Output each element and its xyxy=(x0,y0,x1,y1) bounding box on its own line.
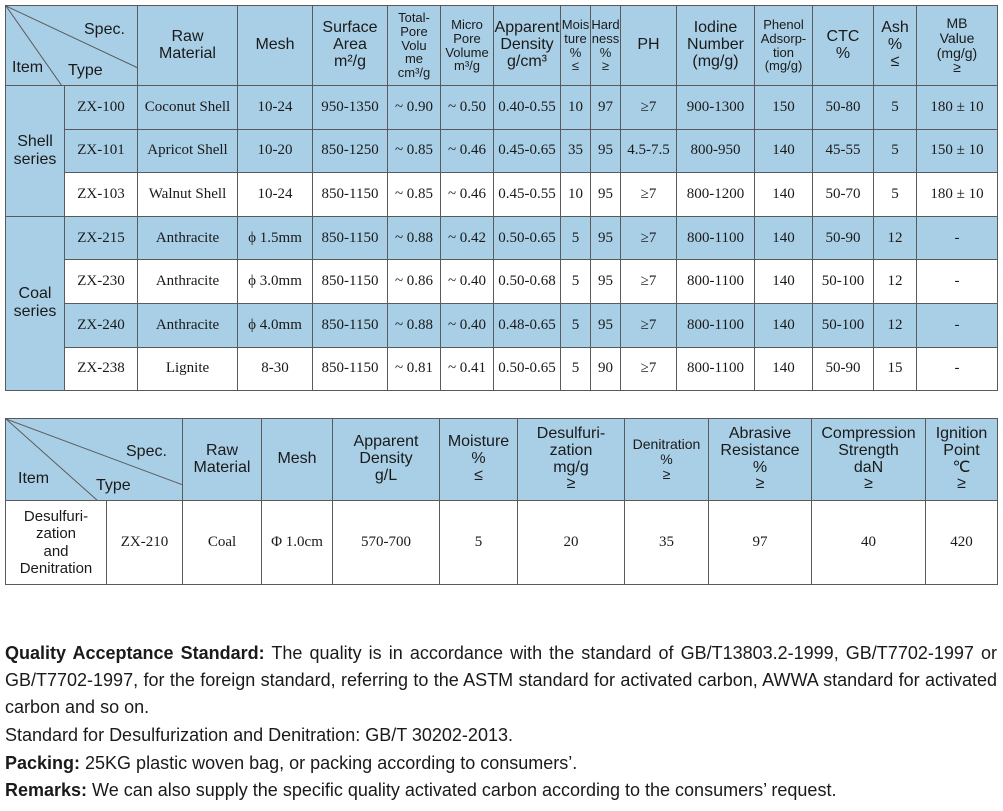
column-header-line: g/cm³ xyxy=(507,52,547,70)
table-cell: Apricot Shell xyxy=(138,129,238,173)
column-header xyxy=(874,6,917,86)
column-header-line: Mois xyxy=(561,17,590,33)
table-cell: 850-1150 xyxy=(313,216,388,260)
table-cell: 5 xyxy=(874,173,917,217)
column-header-line: ≥ xyxy=(566,475,576,493)
column-header-line: Hard xyxy=(591,17,620,33)
table-cell: 800-1200 xyxy=(677,173,755,217)
table-cell: 850-1150 xyxy=(313,303,388,347)
table-cell: 12 xyxy=(874,216,917,260)
packing-label: Packing: xyxy=(5,753,81,773)
table-cell: 5 xyxy=(440,501,518,585)
table-cell: 180 ± 10 xyxy=(917,86,998,130)
table-cell: Anthracite xyxy=(138,216,238,260)
table-cell: ≥7 xyxy=(621,86,677,130)
table-cell: 800-950 xyxy=(677,129,755,173)
corner-spec-label: Spec. xyxy=(84,21,125,38)
table-cell: 95 xyxy=(591,129,621,173)
column-header xyxy=(677,6,755,86)
column-header-line: % xyxy=(569,44,582,60)
table-cell: 800-1100 xyxy=(677,347,755,391)
table-cell: ZX-103 xyxy=(65,173,138,217)
table-row xyxy=(6,86,998,130)
table-cell: ~ 0.46 xyxy=(441,173,494,217)
series-group-cell xyxy=(6,86,65,217)
table-cell: 140 xyxy=(755,260,813,304)
column-header-line: ≤ xyxy=(474,466,483,484)
column-header xyxy=(917,6,998,86)
column-header-line: Value xyxy=(939,29,975,46)
table-cell: ZX-238 xyxy=(65,347,138,391)
column-header-line: Compression xyxy=(821,424,916,442)
column-header-line: Apparent xyxy=(353,433,419,451)
column-header-line: Phenol xyxy=(763,17,804,33)
column-header-line: Surface xyxy=(322,19,378,37)
table-cell: ZX-215 xyxy=(65,216,138,260)
denitration-standard-line: Standard for Desulfurization and Denitration: GB/T 30202-2013. xyxy=(5,725,513,745)
table-cell: 5 xyxy=(874,129,917,173)
table-cell: 5 xyxy=(561,260,591,304)
table-cell: Lignite xyxy=(138,347,238,391)
column-header xyxy=(238,6,313,86)
table-cell: 12 xyxy=(874,303,917,347)
column-header-line: (mg/g) xyxy=(692,52,739,70)
series-label-line: Shell xyxy=(17,132,53,150)
table-cell: ~ 0.88 xyxy=(388,216,441,260)
column-header xyxy=(183,419,262,501)
table-cell: 5 xyxy=(561,216,591,260)
table-cell: 850-1150 xyxy=(313,173,388,217)
column-header-line: (mg/g) xyxy=(936,44,978,61)
table-header-row xyxy=(6,6,998,86)
table-cell: ~ 0.46 xyxy=(441,129,494,173)
table-cell: 50-90 xyxy=(813,216,874,260)
table-cell: 800-1100 xyxy=(677,260,755,304)
table-cell: 95 xyxy=(591,173,621,217)
table-cell: 0.48-0.65 xyxy=(494,303,561,347)
column-header-line: Pore xyxy=(453,30,481,46)
column-header-line: ℃ xyxy=(952,458,971,476)
column-header xyxy=(591,6,621,86)
header-corner-cell xyxy=(6,6,138,86)
column-header-line: Raw xyxy=(205,441,238,459)
quality-text: The quality is in accordance with the standard of GB/T13803.2-1999, GB/T7702-1997 or GB/T7702-1997, for the foreign standard, referring to the ASTM standard for activated carbon, AWWA standard for activated carbon and so on. xyxy=(5,643,997,717)
column-header-line: Volu xyxy=(401,37,427,53)
packing-line xyxy=(5,750,997,777)
column-header-line: Raw xyxy=(171,27,204,45)
header-corner-cell xyxy=(6,419,183,501)
column-header-line: CTC xyxy=(826,27,860,45)
column-header-line: daN xyxy=(853,458,884,476)
table-cell: 50-70 xyxy=(813,173,874,217)
table-cell: 10 xyxy=(561,173,591,217)
column-header-line: ≥ xyxy=(755,475,765,493)
column-header xyxy=(621,6,677,86)
table-cell: ~ 0.85 xyxy=(388,129,441,173)
series-label-line: Coal xyxy=(18,285,52,303)
table-cell: 800-1100 xyxy=(677,216,755,260)
table-cell: 180 ± 10 xyxy=(917,173,998,217)
table-cell: 150 ± 10 xyxy=(917,129,998,173)
table-cell: ZX-240 xyxy=(65,303,138,347)
table-cell: 800-1100 xyxy=(677,303,755,347)
series-label-line: Desulfuri- xyxy=(23,508,89,525)
corner-item-label: Item xyxy=(18,470,50,487)
column-header-line: m³/g xyxy=(454,58,480,74)
column-header-line: ≥ xyxy=(953,59,961,76)
table-cell: 95 xyxy=(591,216,621,260)
table-cell: 570-700 xyxy=(333,501,440,585)
table-cell: 95 xyxy=(591,260,621,304)
table-cell: ϕ 3.0mm xyxy=(238,260,313,304)
column-header-line: ≤ xyxy=(890,52,900,70)
column-header-line: m²/g xyxy=(334,52,366,70)
column-header-line: Density xyxy=(359,450,413,468)
table-cell: Coconut Shell xyxy=(138,86,238,130)
table-cell: 50-80 xyxy=(813,86,874,130)
table-cell: ZX-100 xyxy=(65,86,138,130)
column-header-line: ≥ xyxy=(957,475,966,493)
table-cell: 90 xyxy=(591,347,621,391)
table-cell: 0.50-0.65 xyxy=(494,216,561,260)
column-header-line: Ignition xyxy=(935,424,988,442)
table-cell: 850-1250 xyxy=(313,129,388,173)
column-header-line: % xyxy=(887,36,903,54)
column-header-line: ≥ xyxy=(662,465,671,482)
table-cell: 140 xyxy=(755,173,813,217)
table-header-row xyxy=(6,419,998,501)
column-header-line: tion xyxy=(773,44,794,60)
table-cell: - xyxy=(917,260,998,304)
table-row xyxy=(6,260,998,304)
table-cell: 50-100 xyxy=(813,303,874,347)
column-header xyxy=(138,6,238,86)
table-row xyxy=(6,347,998,391)
column-header-line: ≥ xyxy=(864,475,873,493)
table-cell: - xyxy=(917,216,998,260)
quality-label: Quality Acceptance Standard: xyxy=(5,643,265,663)
quality-standard-paragraph xyxy=(5,640,997,721)
column-header-line: Material xyxy=(159,44,216,62)
table-cell: 0.45-0.55 xyxy=(494,173,561,217)
table-cell: 0.45-0.65 xyxy=(494,129,561,173)
column-header-line: Resistance xyxy=(720,441,800,459)
column-header-line: ≥ xyxy=(601,58,610,74)
table-cell: 95 xyxy=(591,303,621,347)
table-row xyxy=(6,216,998,260)
column-header-line: Adsorp- xyxy=(760,30,807,46)
table-cell: 150 xyxy=(755,86,813,130)
column-header-line: Strength xyxy=(838,441,899,459)
corner-type-label: Type xyxy=(68,62,103,79)
table-cell: 10-20 xyxy=(238,129,313,173)
column-header-line: ness xyxy=(591,30,620,46)
column-header-line: Total- xyxy=(398,10,430,26)
column-header-line: Number xyxy=(687,36,744,54)
table-cell: 20 xyxy=(518,501,625,585)
series-label-line: series xyxy=(13,150,57,168)
remarks-line xyxy=(5,777,997,804)
column-header-line: Denitration xyxy=(632,436,701,453)
series-label-line: series xyxy=(13,303,57,321)
table-cell: 900-1300 xyxy=(677,86,755,130)
column-header-line: (mg/g) xyxy=(764,58,803,74)
column-header-line: Mesh xyxy=(255,36,295,54)
column-header xyxy=(440,419,518,501)
table-cell: ϕ 4.0mm xyxy=(238,303,313,347)
table-cell: Anthracite xyxy=(138,260,238,304)
remarks-text: We can also supply the specific quality activated carbon according to the consumers’ request. xyxy=(87,780,837,800)
table-cell: 50-90 xyxy=(813,347,874,391)
desulfurization-spec-table xyxy=(5,418,998,585)
table-cell: ZX-101 xyxy=(65,129,138,173)
series-group-cell xyxy=(6,501,107,585)
table-cell: 0.50-0.68 xyxy=(494,260,561,304)
table-cell: 5 xyxy=(561,347,591,391)
table-cell: 850-1150 xyxy=(313,260,388,304)
table-cell: ~ 0.50 xyxy=(441,86,494,130)
column-header-line: Density xyxy=(500,36,554,54)
column-header-line: Desulfuri- xyxy=(536,424,606,442)
table-row xyxy=(6,173,998,217)
column-header-line: Ash xyxy=(881,19,909,37)
table-cell: 850-1150 xyxy=(313,347,388,391)
table-cell: ≥7 xyxy=(621,260,677,304)
column-header-line: Pore xyxy=(400,24,428,40)
column-header-line: % xyxy=(471,450,486,468)
series-label-line: Denitration xyxy=(19,559,93,577)
table-cell: 8-30 xyxy=(238,347,313,391)
table-cell: 10 xyxy=(561,86,591,130)
table-cell: 50-100 xyxy=(813,260,874,304)
table-cell: ~ 0.86 xyxy=(388,260,441,304)
table-cell: Walnut Shell xyxy=(138,173,238,217)
product-spec-table xyxy=(5,5,998,391)
table-cell: 12 xyxy=(874,260,917,304)
table-cell: ~ 0.40 xyxy=(441,303,494,347)
table-cell: ZX-210 xyxy=(107,501,183,585)
column-header xyxy=(625,419,709,501)
column-header-line: Iodine xyxy=(693,19,738,37)
table-cell: ≥7 xyxy=(621,216,677,260)
corner-item-label: Item xyxy=(12,59,44,76)
table-cell: 420 xyxy=(926,501,998,585)
table-cell: ≥7 xyxy=(621,173,677,217)
column-header-line: Apparent xyxy=(494,19,560,37)
table-cell: 40 xyxy=(812,501,926,585)
table-cell: ϕ 1.5mm xyxy=(238,216,313,260)
column-header xyxy=(926,419,998,501)
column-header-line: Area xyxy=(333,36,367,54)
table-cell: 10-24 xyxy=(238,173,313,217)
column-header xyxy=(812,419,926,501)
table-cell: ZX-230 xyxy=(65,260,138,304)
table-cell: 140 xyxy=(755,216,813,260)
table-row xyxy=(6,129,998,173)
column-header xyxy=(755,6,813,86)
table-cell: - xyxy=(917,347,998,391)
column-header-line: ture xyxy=(564,30,587,46)
column-header xyxy=(518,419,625,501)
table-cell: 4.5-7.5 xyxy=(621,129,677,173)
column-header-line: cm³/g xyxy=(397,64,431,80)
column-header-line: Volume xyxy=(445,44,489,60)
column-header-line: me xyxy=(404,51,424,67)
packing-text: 25KG plastic woven bag, or packing according to consumers’. xyxy=(80,753,578,773)
table-cell: 0.40-0.55 xyxy=(494,86,561,130)
column-header xyxy=(333,419,440,501)
column-header xyxy=(813,6,874,86)
column-header-line: % xyxy=(752,458,768,476)
table-cell: 140 xyxy=(755,129,813,173)
corner-spec-label: Spec. xyxy=(126,443,167,460)
table-cell: Φ 1.0cm xyxy=(262,501,333,585)
column-header-line: % xyxy=(660,451,673,468)
column-header-line: Abrasive xyxy=(728,424,792,442)
series-label-line: zation xyxy=(35,525,77,543)
table-cell: Coal xyxy=(183,501,262,585)
table-cell: 35 xyxy=(561,129,591,173)
remarks-label: Remarks: xyxy=(5,780,88,800)
column-header-line: zation xyxy=(549,441,593,459)
column-header-line: Micro xyxy=(451,17,483,33)
series-group-cell xyxy=(6,216,65,390)
table-cell: ~ 0.81 xyxy=(388,347,441,391)
column-header xyxy=(313,6,388,86)
table-cell: ~ 0.41 xyxy=(441,347,494,391)
table-cell: 140 xyxy=(755,347,813,391)
table-cell: 35 xyxy=(625,501,709,585)
table-cell: - xyxy=(917,303,998,347)
table-cell: 140 xyxy=(755,303,813,347)
table-cell: 97 xyxy=(709,501,812,585)
column-header xyxy=(561,6,591,86)
table-cell: ≥7 xyxy=(621,347,677,391)
table-cell: ~ 0.90 xyxy=(388,86,441,130)
table-row xyxy=(6,501,998,585)
corner-type-label: Type xyxy=(96,477,131,494)
column-header-line: ≤ xyxy=(571,58,580,74)
column-header-line: Material xyxy=(193,458,251,476)
column-header-line: % xyxy=(599,44,612,60)
table-cell: 5 xyxy=(561,303,591,347)
series-label-line: and xyxy=(43,542,69,560)
column-header-line: % xyxy=(835,44,851,62)
column-header xyxy=(262,419,333,501)
column-header-line: Moisture xyxy=(447,433,510,451)
table-cell: 97 xyxy=(591,86,621,130)
table-cell: 10-24 xyxy=(238,86,313,130)
column-header xyxy=(388,6,441,86)
column-header xyxy=(494,6,561,86)
table-cell: 5 xyxy=(874,86,917,130)
column-header-line: MB xyxy=(946,15,968,32)
table-cell: 0.50-0.65 xyxy=(494,347,561,391)
column-header xyxy=(441,6,494,86)
table-cell: ~ 0.85 xyxy=(388,173,441,217)
table-cell: 15 xyxy=(874,347,917,391)
column-header-line: PH xyxy=(637,36,660,54)
table-cell: Anthracite xyxy=(138,303,238,347)
table-cell: 45-55 xyxy=(813,129,874,173)
column-header-line: g/L xyxy=(374,466,398,484)
table-cell: ~ 0.88 xyxy=(388,303,441,347)
table-cell: ~ 0.40 xyxy=(441,260,494,304)
column-header-line: Mesh xyxy=(277,450,317,468)
table-cell: ~ 0.42 xyxy=(441,216,494,260)
column-header-line: mg/g xyxy=(553,458,589,476)
column-header-line: Point xyxy=(943,441,980,459)
column-header xyxy=(709,419,812,501)
table-cell: ≥7 xyxy=(621,303,677,347)
table-cell: 950-1350 xyxy=(313,86,388,130)
table-row xyxy=(6,303,998,347)
